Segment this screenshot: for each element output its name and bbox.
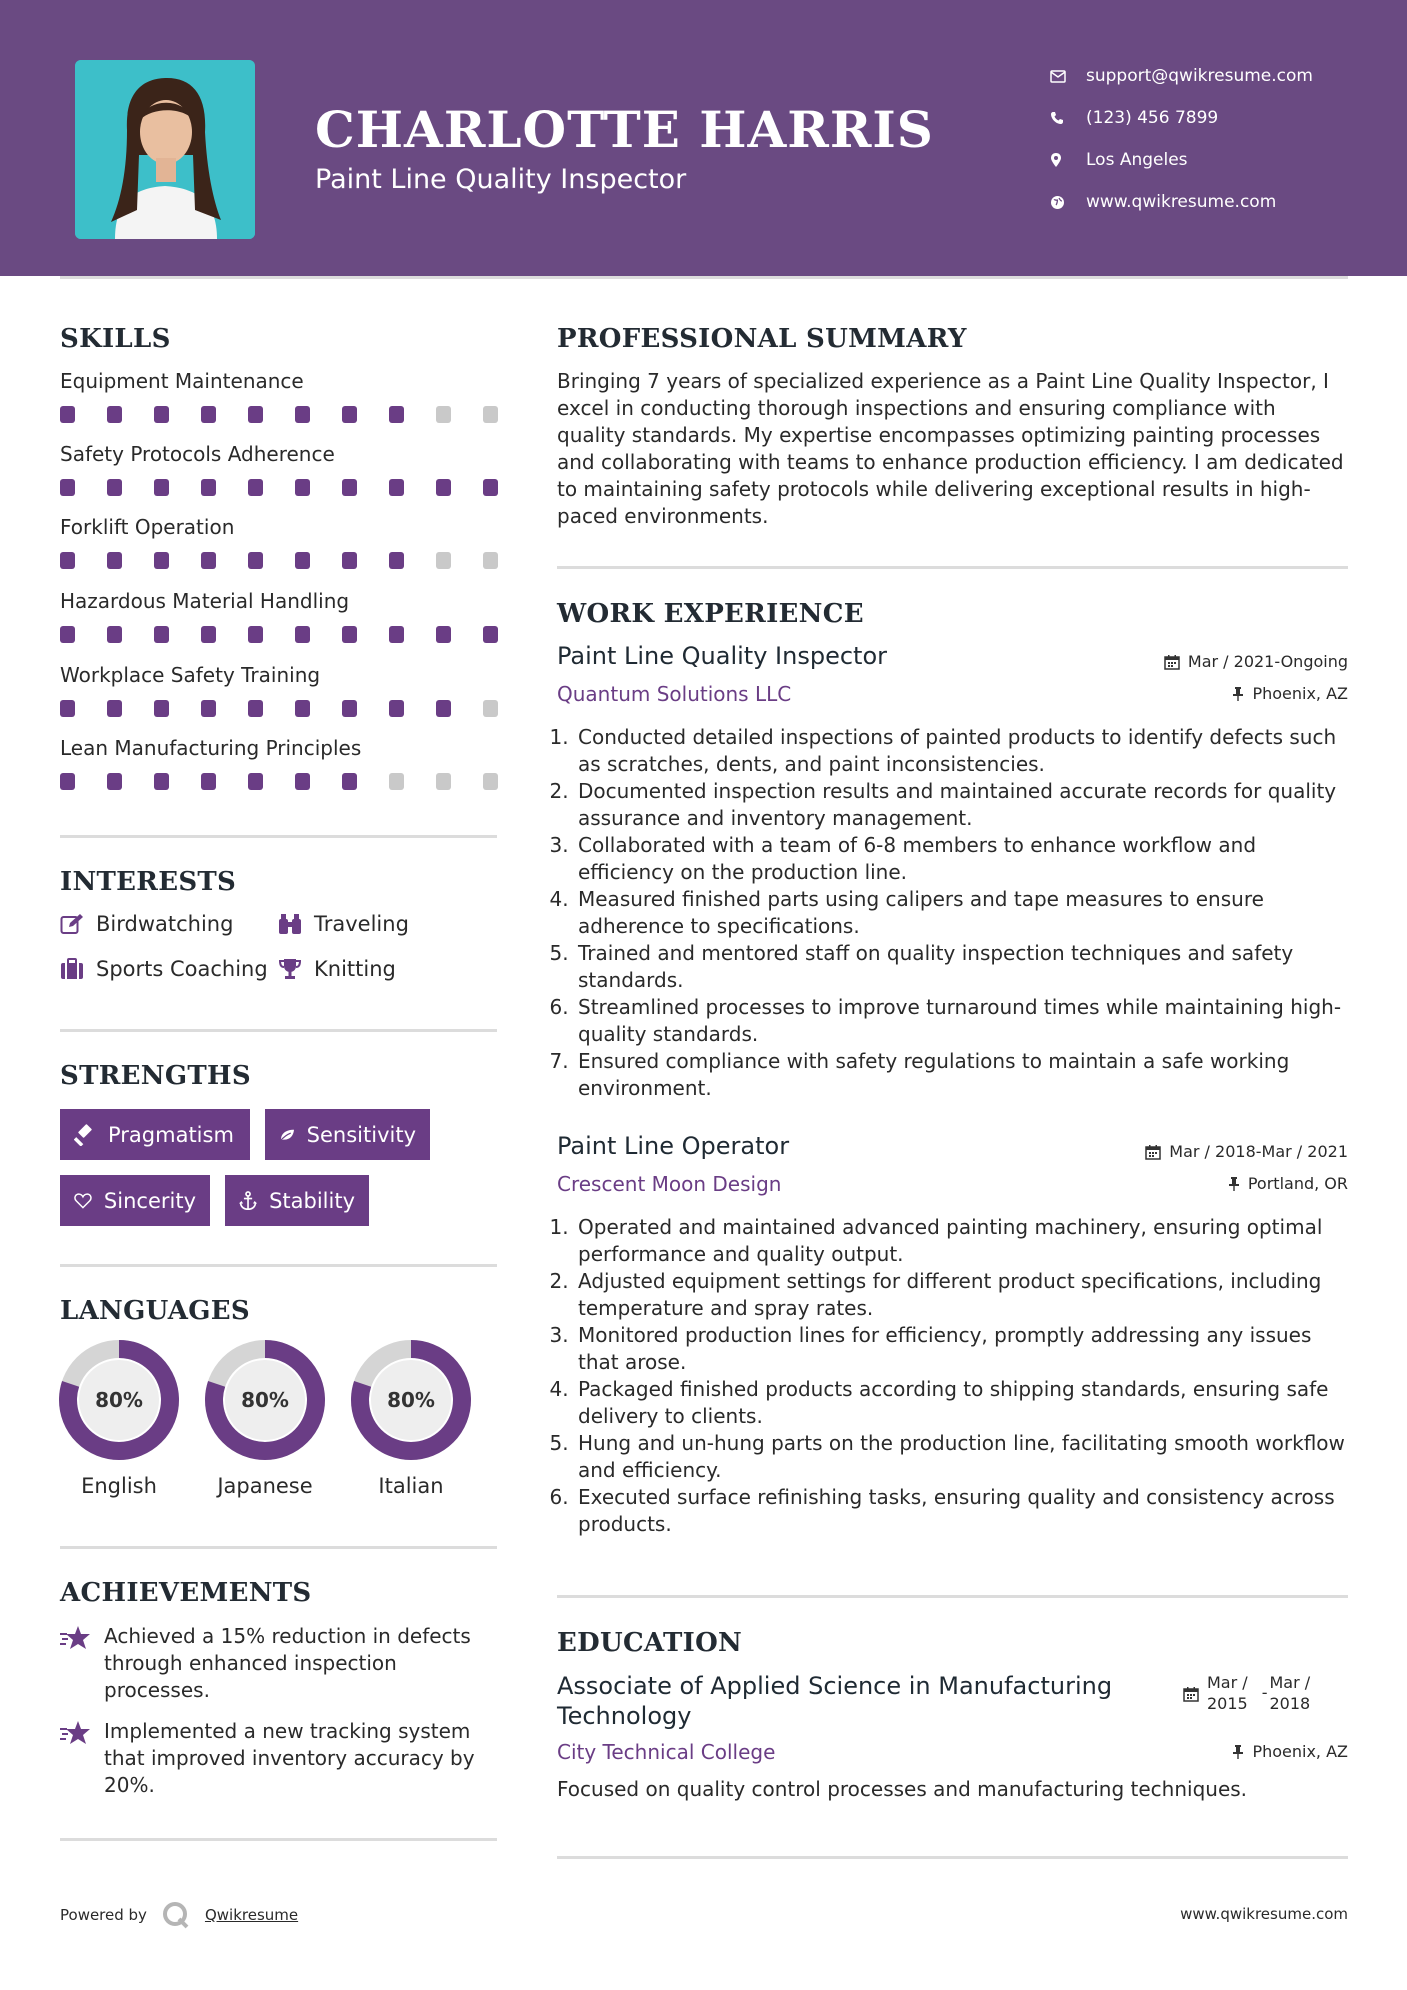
heart-icon [74,1190,92,1211]
company-name: Quantum Solutions LLC [557,682,792,706]
pushpin-icon [1228,1176,1240,1192]
footer-powered-by [60,1900,298,1930]
skill-dot-filled [389,552,404,569]
qwikresume-link[interactable]: Qwikresume [204,1906,299,1924]
edu-start-month: Mar / [1207,1673,1248,1692]
skill-dot-empty [436,552,451,569]
duty-item: 4. Packaged finished products according to shipping standards, ensuring safe delivery to clients. [575,1376,1347,1430]
skill-dot-filled [60,626,75,643]
duty-item: 4. Measured finished parts using calipers and tape measures to ensure adherence to specifications. [575,886,1347,940]
skill-dot-filled [248,626,263,643]
skill-dot-filled [60,479,75,496]
interest-item [278,957,396,981]
contact-phone[interactable] [1050,97,1370,139]
candidate-name: CHARLOTTE HARRIS [315,100,934,159]
duty-item: 5. Hung and un-hung parts on the production line, facilitating smooth workflow and efficiency. [575,1430,1347,1484]
job-dates [1164,652,1348,671]
education-location [1232,1742,1348,1761]
skill-dot-filled [154,700,169,717]
contact-email[interactable] [1050,55,1370,97]
calendar-icon [1145,1144,1161,1160]
languages-title: LANGUAGES [60,1296,250,1326]
contact-location-text: Los Angeles [1086,150,1188,170]
skill-dot-filled [483,479,498,496]
leaf-icon [279,1125,295,1145]
strength-label: Stability [269,1188,355,1213]
interest-item [60,912,233,936]
trophy-icon [278,958,302,980]
calendar-icon [1183,1686,1199,1702]
language-percent: 80% [95,1388,143,1412]
star-icon [60,1720,92,1746]
job-dates [1145,1142,1348,1161]
skill-dot-filled [436,626,451,643]
skill-dot-filled [60,773,75,790]
section-divider [60,1546,497,1549]
star-icon [60,1625,92,1651]
anchor-icon [239,1189,257,1213]
contact-email-text: support@qwikresume.com [1086,66,1313,86]
achievement-text: Achieved a 15% reduction in defects through enhanced inspection processes. [104,1624,471,1702]
summary-text: Bringing 7 years of specialized experience as a Paint Line Quality Inspector, I excel in conducting thorough inspections and ensuring compliance with quality standards. My expertise encompasses optimizing painting processes and collaborating with teams to enhance production efficiency. I am dedicated to maintaining safety protocols while delivering exceptional results in high-paced environments. [557,369,1344,528]
duty-item: 5. Trained and mentored staff on quality inspection techniques and safety standards. [575,940,1347,994]
education-location-text: Phoenix, AZ [1252,1742,1348,1761]
language-progress-ring [205,1340,325,1460]
calendar-icon [1164,654,1180,670]
footer-website[interactable]: www.qwikresume.com [1180,1905,1348,1923]
skill-dot-filled [60,406,75,423]
duty-item: 2. Adjusted equipment settings for different product specifications, including temperature and spray rates. [575,1268,1347,1322]
skill-name: Equipment Maintenance [60,369,304,393]
skill-dot-filled [107,406,122,423]
edu-date-dash: - [1261,1683,1268,1702]
skill-dot-filled [483,626,498,643]
skill-dot-filled [436,479,451,496]
section-divider [557,1595,1348,1598]
school-name: City Technical College [557,1740,776,1764]
gavel-icon [74,1124,96,1146]
experience-title: WORK EXPERIENCE [557,599,864,629]
skill-dot-filled [389,479,404,496]
skill-rating [60,626,500,643]
education-title: EDUCATION [557,1628,743,1658]
contact-website-text: www.qwikresume.com [1086,192,1277,212]
profile-photo [75,60,255,239]
degree-title-line2: Technology [557,1702,692,1730]
section-divider [60,1029,497,1032]
language-item [59,1340,179,1498]
briefcase-icon [60,958,84,980]
phone-icon [1050,111,1086,125]
skill-dot-filled [248,552,263,569]
skill-dot-filled [248,773,263,790]
header-banner [0,0,1407,276]
duty-item: 2. Documented inspection results and maintained accurate records for quality assurance and inventory management. [575,778,1347,832]
achievement-item [60,1718,500,1799]
skill-dot-empty [483,552,498,569]
globe-icon [1050,195,1086,210]
skill-dot-filled [342,479,357,496]
skill-dot-filled [295,700,310,717]
strength-tag [225,1175,369,1226]
contact-location [1050,139,1370,181]
duty-item: 7. Ensured compliance with safety regulations to maintain a safe working environment. [575,1048,1347,1102]
skill-dot-filled [201,700,216,717]
skill-dot-filled [295,773,310,790]
strength-label: Pragmatism [108,1122,234,1147]
skill-dot-filled [107,700,122,717]
pushpin-icon [1232,686,1244,702]
section-divider [60,1838,497,1841]
achievements-title: ACHIEVEMENTS [60,1578,312,1608]
skill-dot-filled [342,700,357,717]
skill-dot-filled [60,700,75,717]
duty-item: 3. Monitored production lines for efficiency, promptly addressing any issues that arose. [575,1322,1347,1376]
skill-dot-filled [342,626,357,643]
skill-dot-empty [483,406,498,423]
skill-dot-filled [201,406,216,423]
binoculars-icon [278,913,302,935]
map-pin-icon [1050,152,1086,168]
summary-title: PROFESSIONAL SUMMARY [557,324,967,354]
language-percent: 80% [241,1388,289,1412]
company-name: Crescent Moon Design [557,1172,782,1196]
skill-name: Safety Protocols Adherence [60,442,335,466]
duty-item: 6. Executed surface refinishing tasks, ensuring quality and consistency across products. [575,1484,1347,1538]
skill-name: Workplace Safety Training [60,663,321,687]
skill-dot-empty [389,773,404,790]
edu-end-month: Mar / [1269,1673,1311,1692]
skill-dot-filled [154,626,169,643]
job-dates-text: Mar / 2018-Mar / 2021 [1169,1142,1348,1161]
skill-rating [60,552,500,569]
degree-title-line1: Associate of Applied Science in Manufacturing [557,1672,1113,1700]
skill-name: Forklift Operation [60,515,235,539]
skill-rating [60,700,500,717]
skill-dot-filled [107,479,122,496]
strengths-title: STRENGTHS [60,1061,251,1091]
skill-dot-filled [201,552,216,569]
skill-dot-filled [154,479,169,496]
edu-end-year: 2018 [1269,1694,1311,1713]
candidate-role: Paint Line Quality Inspector [315,164,687,195]
skill-dot-filled [389,626,404,643]
job-location [1232,684,1348,703]
skill-rating [60,773,500,790]
skill-dot-filled [295,479,310,496]
skill-dot-filled [389,406,404,423]
language-name: English [81,1474,157,1498]
skills-title: SKILLS [60,324,171,354]
header-divider [60,276,1348,279]
job-dates-text: Mar / 2021-Ongoing [1187,652,1348,671]
skill-name: Hazardous Material Handling [60,589,350,613]
section-divider [60,835,497,838]
strength-label: Sensitivity [306,1122,416,1147]
skill-dot-filled [107,552,122,569]
language-percent: 80% [387,1388,435,1412]
contact-phone-text: (123) 456 7899 [1086,108,1219,128]
skill-dot-filled [389,700,404,717]
strength-tag [60,1109,250,1160]
duty-item: 1. Operated and maintained advanced painting machinery, ensuring optimal performance and quality output. [575,1214,1347,1268]
skill-name: Lean Manufacturing Principles [60,736,362,760]
qwikresume-logo-icon [161,1900,191,1930]
strength-label: Sincerity [103,1188,196,1213]
skill-dot-filled [248,700,263,717]
language-name: Japanese [217,1474,313,1498]
skill-dot-filled [342,406,357,423]
achievement-text: Implemented a new tracking system that improved inventory accuracy by 20%. [104,1719,475,1797]
language-progress-ring [59,1340,179,1460]
skill-dot-filled [201,626,216,643]
language-item [351,1340,471,1498]
duty-item: 3. Collaborated with a team of 6-8 members to enhance workflow and efficiency on the production line. [575,832,1347,886]
skill-dot-filled [60,552,75,569]
duties-list [557,1214,1347,1538]
skill-dot-filled [295,552,310,569]
section-divider [557,1856,1348,1859]
skill-dot-filled [248,406,263,423]
skill-rating [60,479,500,496]
skill-dot-filled [201,479,216,496]
skill-dot-filled [107,626,122,643]
interest-label: Birdwatching [96,912,234,936]
job-location-text: Portland, OR [1247,1174,1348,1193]
interests-title: INTERESTS [60,867,237,897]
skill-rating [60,406,500,423]
pushpin-icon [1232,1744,1244,1760]
duty-item: 6. Streamlined processes to improve turnaround times while maintaining high-quality standards. [575,994,1347,1048]
skill-dot-filled [201,773,216,790]
skill-dot-empty [483,700,498,717]
section-divider [60,1264,497,1267]
interest-label: Knitting [314,957,396,981]
person-portrait-icon [75,60,255,239]
section-divider [557,566,1348,569]
skill-dot-filled [295,626,310,643]
envelope-icon [1050,70,1086,83]
skill-dot-empty [483,773,498,790]
contact-list [1050,55,1370,223]
language-item [205,1340,325,1498]
language-name: Italian [378,1474,444,1498]
duty-item: 1. Conducted detailed inspections of painted products to identify defects such as scratches, dents, and paint inconsistencies. [575,724,1347,778]
strength-tag [60,1175,210,1226]
achievement-item [60,1623,500,1704]
job-location-text: Phoenix, AZ [1252,684,1348,703]
skill-dot-filled [342,773,357,790]
interest-label: Sports Coaching [96,957,268,981]
powered-by-text: Powered by [60,1906,147,1924]
job-title: Paint Line Operator [557,1132,790,1160]
skill-dot-filled [154,552,169,569]
skill-dot-filled [107,773,122,790]
contact-website[interactable] [1050,181,1370,223]
edu-start-year: 2015 [1207,1694,1248,1713]
skill-dot-filled [342,552,357,569]
edit-icon [60,913,84,935]
interest-item [278,912,409,936]
skill-dot-filled [436,700,451,717]
education-dates [1183,1672,1310,1714]
job-location [1228,1174,1348,1193]
strength-tag [265,1109,430,1160]
skill-dot-empty [436,773,451,790]
job-title: Paint Line Quality Inspector [557,642,887,670]
interest-item [60,957,268,981]
skill-dot-filled [154,406,169,423]
language-progress-ring [351,1340,471,1460]
education-description: Focused on quality control processes and manufacturing techniques. [557,1777,1248,1801]
skill-dot-filled [295,406,310,423]
skill-dot-empty [436,406,451,423]
skill-dot-filled [248,479,263,496]
interest-label: Traveling [314,912,409,936]
skill-dot-filled [154,773,169,790]
duties-list [557,724,1347,1102]
